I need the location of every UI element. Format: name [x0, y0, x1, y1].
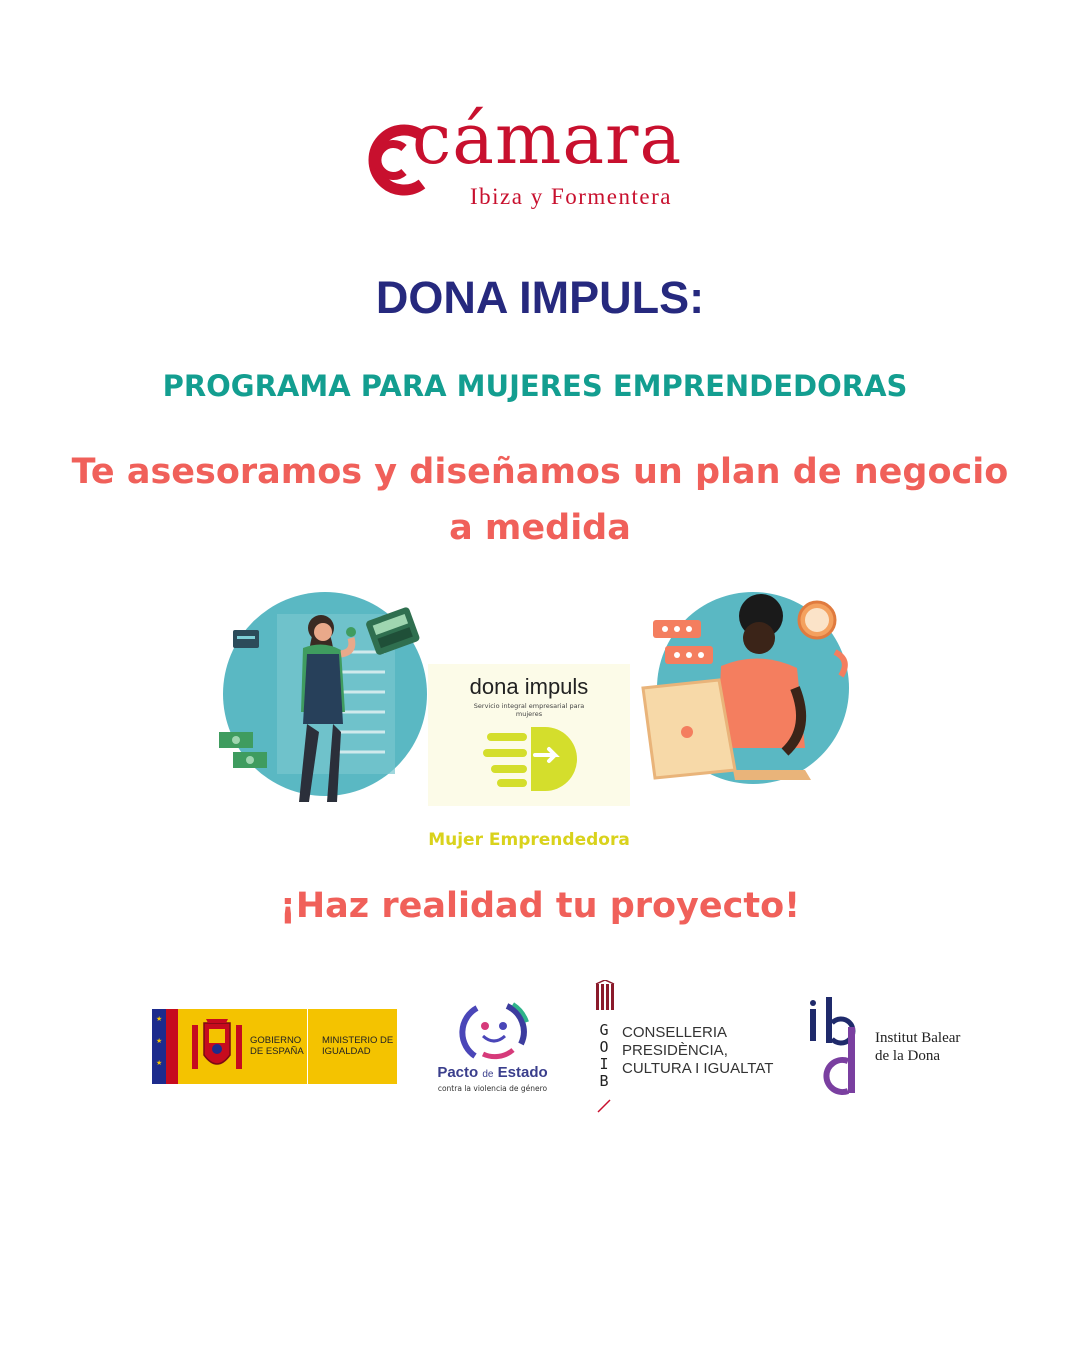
card-caption: Mujer Emprendedora [428, 830, 630, 850]
card-subtitle: Servicio integral empresarial para mujeres [473, 702, 585, 718]
svg-text:★: ★ [156, 1059, 163, 1067]
svg-text:★: ★ [156, 1015, 163, 1023]
camara-subtitle: Ibiza y Formentera [470, 184, 672, 209]
conselleria-label: CONSELLERIA PRESIDÈNCIA, CULTURA I IGUALTAT [622, 1024, 774, 1077]
ibd-label: Institut Balear de la Dona [875, 1030, 961, 1064]
dona-impuls-card [428, 664, 630, 806]
goib-logo [590, 980, 780, 1120]
gobierno-espana-logo [152, 1009, 397, 1084]
pacto-subtitle: contra la violencia de género [437, 1084, 548, 1093]
goib-slash-icon [596, 1098, 612, 1114]
card-title: dona impuls [469, 674, 589, 699]
ibd-logo [800, 995, 960, 1100]
divider [307, 1009, 308, 1084]
ibd-monogram-icon [800, 995, 872, 1100]
call-to-action: ¡Haz realidad tu proyecto! [279, 886, 801, 926]
gobierno-label: GOBIERNO DE ESPAÑA [250, 1035, 304, 1057]
woman-laptop-illustration [635, 588, 875, 798]
pacto-de-estado-logo [425, 998, 560, 1098]
goib-crest-icon [594, 980, 616, 1010]
spain-coat-of-arms-icon [190, 1017, 244, 1077]
camara-wordmark: cámara [412, 98, 683, 180]
pacto-smile-icon [455, 998, 531, 1066]
dona-impuls-arrow-icon [483, 719, 583, 799]
page-title: DONA IMPULS: [375, 272, 705, 323]
woman-shop-illustration [215, 592, 435, 812]
page-subtitle: PROGRAMA PARA MUJERES EMPRENDEDORAS [162, 369, 908, 403]
ministerio-label: MINISTERIO DE IGUALDAD [322, 1035, 394, 1057]
pacto-title: Pacto de Estado [437, 1064, 548, 1081]
eu-flag-strip [152, 1009, 166, 1084]
goib-letters: GOIB [599, 1021, 609, 1090]
svg-text:★: ★ [156, 1037, 163, 1045]
tagline: Te asesoramos y diseñamos un plan de negocio a medida [71, 452, 1009, 548]
